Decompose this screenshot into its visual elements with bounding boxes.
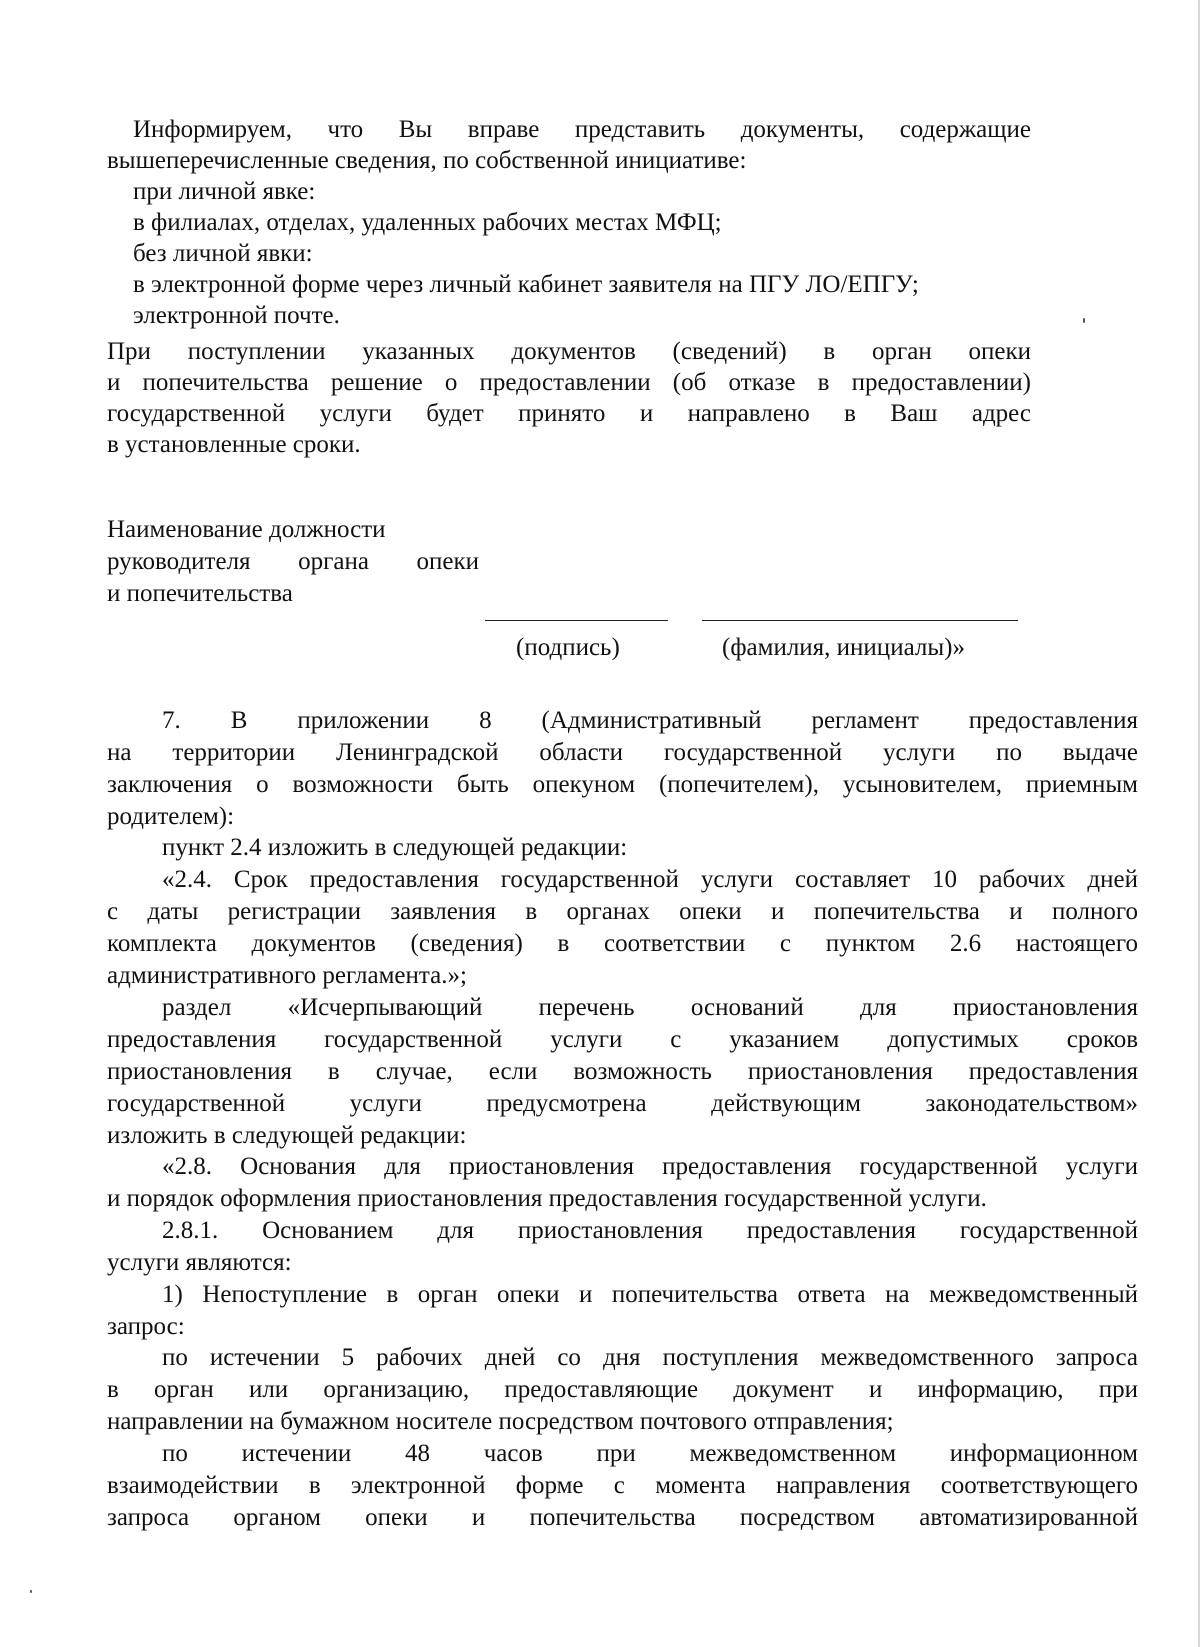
section7-line20: запрос: xyxy=(107,1313,185,1340)
block1-line2: вышеперечисленные сведения, по собственной инициативе: xyxy=(107,147,747,174)
position-title-line1: Наименование должности xyxy=(107,516,386,543)
section7-line19: 1) Непоступление в орган опеки и попечительства ответа на межведомственный xyxy=(162,1281,1138,1308)
section7-line26: запроса органом опеки и попечительства посредством автоматизированной xyxy=(107,1504,1138,1531)
section7-line22: в орган или организацию, предоставляющие документ и информацию, при xyxy=(107,1376,1138,1403)
section7-line5: пункт 2.4 изложить в следующей редакции: xyxy=(162,834,628,861)
scan-speck xyxy=(1083,318,1085,323)
section7-line6: «2.4. Срок предоставления государственной услуги составляет 10 рабочих дней xyxy=(162,866,1138,893)
position-title-line2: руководителя органа опеки xyxy=(107,548,479,575)
block2-line4: в установленные сроки. xyxy=(107,431,361,458)
section7-line24: по истечении 48 часов при межведомственном информационном xyxy=(162,1440,1138,1467)
section7-line7: с даты регистрации заявления в органах опеки и попечительства и полного xyxy=(107,898,1138,925)
section7-line21: по истечении 5 рабочих дней со дня поступления межведомственного запроса xyxy=(162,1344,1138,1371)
section7-line3: заключения о возможности быть опекуном (попечителем), усыновителем, приемным xyxy=(107,771,1138,798)
section7-line14: изложить в следующей редакции: xyxy=(107,1122,467,1149)
section7-line10: раздел «Исчерпывающий перечень оснований для приостановления xyxy=(162,994,1138,1021)
section7-line9: административного регламента.»; xyxy=(107,962,467,989)
section7-line12: приостановления в случае, если возможность приостановления предоставления xyxy=(107,1058,1138,1085)
signature-caption: (подпись) xyxy=(516,634,620,661)
section7-line15: «2.8. Основания для приостановления предоставления государственной услуги xyxy=(162,1153,1138,1180)
section7-line4: родителем): xyxy=(107,803,235,830)
block2-line1: При поступлении указанных документов (сведений) в орган опеки xyxy=(107,338,1031,365)
section7-line2: на территории Ленинградской области государственной услуги по выдаче xyxy=(107,739,1138,766)
block2-line3: государственной услуги будет принято и направлено в Ваш адрес xyxy=(107,400,1031,427)
section7-line11: предоставления государственной услуги с указанием допустимых сроков xyxy=(107,1026,1138,1053)
block1-line1: Информируем, что Вы вправе представить документы, содержащие xyxy=(133,116,1031,143)
block1-line4: в филиалах, отделах, удаленных рабочих местах МФЦ; xyxy=(133,209,722,236)
signature-line xyxy=(485,620,668,621)
scan-speck xyxy=(30,1590,32,1593)
block1-line6: в электронной форме через личный кабинет заявителя на ПГУ ЛО/ЕПГУ; xyxy=(133,271,919,298)
position-title-line3: и попечительства xyxy=(107,580,293,607)
section7-line23: направлении на бумажном носителе посредством почтового отправления; xyxy=(107,1408,894,1435)
block2-line2: и попечительства решение о предоставлении (об отказе в предоставлении) xyxy=(107,369,1031,396)
section7-line1: 7. В приложении 8 (Административный регламент предоставления xyxy=(162,707,1138,734)
block1-line7: электронной почте. xyxy=(133,302,340,329)
section7-line17: 2.8.1. Основанием для приостановления предоставления государственной xyxy=(162,1217,1138,1244)
section7-line18: услуги являются: xyxy=(107,1249,292,1276)
block1-line5: без личной явки: xyxy=(133,240,313,267)
section7-line8: комплекта документов (сведения) в соответствии с пунктом 2.6 настоящего xyxy=(107,930,1138,957)
name-caption: (фамилия, инициалы)» xyxy=(722,634,965,661)
section7-line13: государственной услуги предусмотрена действующим законодательством» xyxy=(107,1090,1138,1117)
block1-line3: при личной явке: xyxy=(133,178,316,205)
name-line xyxy=(702,620,1018,621)
section7-line25: взаимодействии в электронной форме с момента направления соответствующего xyxy=(107,1472,1138,1499)
section7-line16: и порядок оформления приостановления предоставления государственной услуги. xyxy=(107,1185,987,1212)
